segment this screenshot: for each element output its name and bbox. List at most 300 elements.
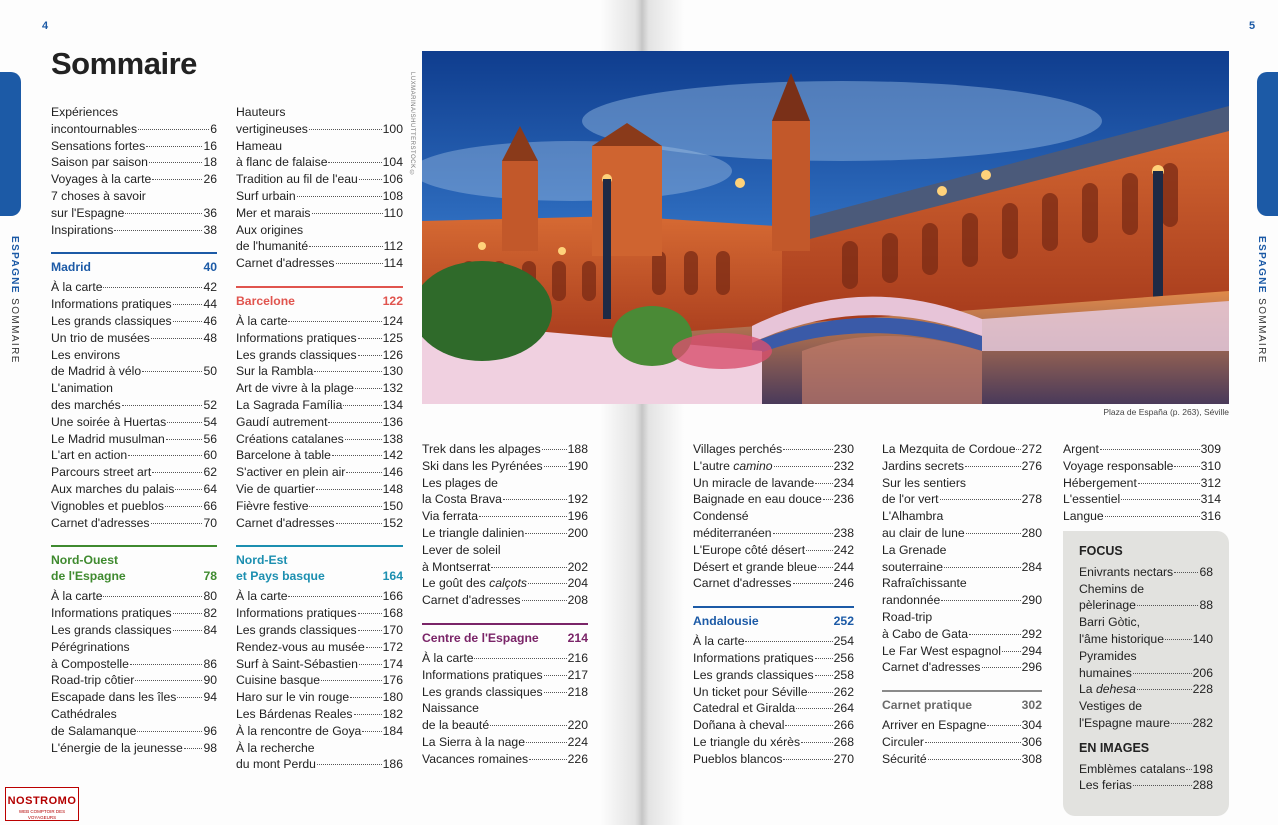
toc-page-number: 132 [382,381,403,396]
toc-entry-row [236,238,403,255]
leader-dots [328,422,381,423]
section-title-line: et Pays basque [236,569,325,584]
toc-entry-row [236,588,403,605]
toc-page-number: 242 [833,542,854,557]
toc-entry [51,622,217,639]
toc-entry-row [51,672,217,689]
toc-page-number: 150 [382,498,403,513]
toc-entry-title: La Sierra à la nage [422,734,525,749]
leader-dots [773,533,833,534]
toc-page-number: 46 [203,313,217,328]
leader-dots [793,583,833,584]
leader-dots [823,499,833,500]
toc-entry [1063,475,1221,492]
toc-entry-row [882,592,1042,609]
toc-entry-row [236,397,403,414]
toc-entry [1079,581,1213,615]
toc-entry-title: Catedral et Giralda [693,701,796,716]
leader-dots [137,731,202,732]
leader-dots [526,742,567,743]
leader-dots [940,499,1021,500]
toc-entry-title: Barcelone à table [236,448,331,463]
leader-dots [358,355,382,356]
leader-dots [785,725,832,726]
toc-entry [236,363,403,380]
toc-page-number: 66 [203,498,217,513]
toc-entry-title: Les grands classiques [51,622,172,637]
toc-entry [1079,681,1213,698]
leader-dots [173,630,203,631]
leader-dots [151,523,203,524]
page-number-left: 4 [42,20,49,32]
leader-dots [297,196,382,197]
toc-page-number: 54 [203,414,217,429]
toc-entry [422,475,588,509]
toc-page-number: 258 [833,667,854,682]
leader-dots [354,714,382,715]
toc-entry [422,575,588,592]
leader-dots [928,759,1021,760]
toc-entry-row [236,188,403,205]
leader-dots [177,697,202,698]
leader-dots [346,472,381,473]
toc-entry [236,188,403,205]
toc-entry-title: Sensations fortes [51,138,146,153]
toc-entry-row [882,525,1042,542]
toc-entry [236,740,403,774]
section-title: Barcelone [236,293,295,308]
toc-entry-title: méditerranéen [693,525,772,540]
toc-entry-title: Les grands classiques [236,347,357,362]
toc-entry-row [51,447,217,464]
toc-entry-row [236,622,403,639]
toc-page-number: 290 [1021,593,1042,608]
toc-entry [693,508,854,542]
leader-dots [806,550,833,551]
toc-entry-title: Surf urbain [236,188,296,203]
leader-dots [358,630,382,631]
leader-dots [152,179,202,180]
toc-entry [1079,648,1213,682]
toc-entry-title: Art de vivre à la plage [236,381,354,396]
nostromo-logo: NOSTROMO WEB COMPTOIR DES VOYAGEURS [5,787,79,821]
toc-entry-title: au clair de lune [882,525,965,540]
leader-dots [173,304,203,305]
leader-dots [309,246,382,247]
toc-entry [236,397,403,414]
leader-dots [474,658,566,659]
section-title: Andalousie [693,614,759,629]
toc-entry-row [236,347,403,364]
toc-entry [1079,698,1213,732]
toc-page-number: 48 [203,330,217,345]
toc-entry-title: Un trio de musées [51,330,150,345]
toc-entry-line: La Grenade [882,542,947,557]
toc-page-number: 142 [382,448,403,463]
toc-entry-title: Surf à Saint-Sébastien [236,656,358,671]
toc-entry-title: L'énergie de la jeunesse [51,740,183,755]
toc-entry-row [51,154,217,171]
toc-page-number: 82 [203,606,217,621]
toc-page-number: 26 [203,172,217,187]
section-page-number: 122 [382,293,403,308]
toc-entry-title: L'Europe côté désert [693,542,806,557]
section-header [236,286,403,309]
toc-entry-row [51,205,217,222]
toc-entry-title: Les ferias [1079,778,1132,793]
toc-entry [1063,491,1221,508]
toc-entry-title: souterraine [882,559,943,574]
toc-entry-title: Haro sur le vin rouge [236,690,350,705]
leader-dots [1133,673,1192,674]
toc-entry [236,205,403,222]
leader-dots [350,697,382,698]
toc-entry [693,575,854,592]
toc-entry-title: Via ferrata [422,509,479,524]
toc-entry-row [51,414,217,431]
leader-dots [815,675,833,676]
toc-page-number: 284 [1021,559,1042,574]
toc-entry-title: Circuler [882,734,924,749]
toc-page-number: 312 [1200,475,1221,490]
toc-entry-row [882,751,1042,768]
leader-dots [982,667,1021,668]
toc-entry-title: de Madrid à vélo [51,364,142,379]
toc-entry-row [693,458,854,475]
toc-entry [422,592,588,609]
toc-entry-title: Vacances romaines [422,751,529,766]
toc-page-number: 70 [203,515,217,530]
toc-entry-title: vertigineuses [236,121,308,136]
leader-dots [167,422,202,423]
toc-entry [51,639,217,673]
toc-page-number: 62 [203,465,217,480]
toc-entry-title: Le goût des calçots [422,576,528,591]
toc-entry-title: À la carte [51,280,103,295]
toc-entry-row [422,508,588,525]
toc-entry-title: Carnet d'adresses [51,515,150,530]
toc-page-number: 192 [567,492,588,507]
side-tab-right [1257,72,1278,216]
toc-page-number: 296 [1021,660,1042,675]
toc-entry [51,588,217,605]
toc-entry-title: Le Madrid musulman [51,431,165,446]
toc-page-number: 196 [567,509,588,524]
toc-column-6 [1063,441,1221,794]
toc-page-number: 228 [1192,682,1213,697]
toc-entry-line: Les plages de [422,475,498,490]
leader-dots [314,371,381,372]
leader-dots [925,742,1021,743]
section-title [236,552,325,584]
toc-page-number: 204 [567,576,588,591]
toc-entry-title: Une soirée à Huertas [51,414,167,429]
toc-page-number: 170 [382,622,403,637]
toc-entry-row [236,330,403,347]
leader-dots [332,455,382,456]
toc-entry-row [51,498,217,515]
toc-entry-row [422,717,588,734]
toc-entry [422,508,588,525]
toc-page-number: 308 [1021,751,1042,766]
leader-dots [1002,651,1021,652]
toc-entry-row [236,481,403,498]
leader-dots [987,725,1020,726]
toc-entry-row [51,171,217,188]
toc-entry-title: Hébergement [1063,475,1137,490]
toc-page-number: 52 [203,397,217,412]
toc-entry-row [51,740,217,757]
toc-entry-title: À la carte [236,589,288,604]
toc-entry [51,347,217,381]
toc-page-number: 108 [382,188,403,203]
toc-entry-title: Carnet d'adresses [882,660,981,675]
toc-page-number: 278 [1021,492,1042,507]
toc-entry-title: À la carte [51,589,103,604]
leader-dots [317,764,382,765]
leader-dots [783,449,832,450]
toc-entry [693,700,854,717]
toc-entry [51,414,217,431]
toc-page-number: 216 [567,650,588,665]
leader-dots [114,230,202,231]
toc-page-number: 166 [382,589,403,604]
toc-page-number: 226 [567,751,588,766]
toc-entry-title: Les grands classiques [422,684,543,699]
toc-page-number: 172 [382,639,403,654]
toc-entry-title: Un ticket pour Séville [693,684,808,699]
toc-entry-row [51,313,217,330]
toc-entry-title: Carnet d'adresses [693,576,792,591]
toc-entry-title: Aux marches du palais [51,481,175,496]
toc-column-2 [236,104,403,773]
toc-entry-row [1079,715,1213,732]
leader-dots [321,680,382,681]
toc-page-number: 270 [833,751,854,766]
toc-entry [1079,761,1213,778]
toc-entry-row [236,313,403,330]
toc-entry-title: Fièvre festive [236,498,309,513]
toc-entry-line: À la recherche [236,740,315,755]
leader-dots [1133,785,1192,786]
toc-page-number: 114 [383,256,403,271]
toc-entry-row [51,279,217,296]
toc-entry-title: Le triangle du xérès [693,734,801,749]
leader-dots [366,647,382,648]
toc-entry [693,667,854,684]
toc-entry-row [236,414,403,431]
toc-page-number: 64 [203,481,217,496]
leader-dots [479,516,567,517]
toc-page-number: 56 [203,431,217,446]
toc-entry-row [693,575,854,592]
toc-page-number: 80 [203,589,217,604]
toc-entry-title: La dehesa [1079,682,1136,697]
toc-entry-title: randonnée [882,593,941,608]
toc-entry-title: Argent [1063,442,1099,456]
leader-dots [152,472,202,473]
toc-entry [236,588,403,605]
toc-entry [236,255,403,272]
toc-entry-title: Doñana à cheval [693,718,785,733]
toc-entry [51,296,217,313]
toc-entry [51,171,217,188]
toc-entry [693,559,854,576]
leader-dots [1138,483,1200,484]
toc-column-3 [422,441,588,768]
toc-page-number: 234 [833,475,854,490]
toc-page-number: 84 [203,622,217,637]
toc-page-number: 246 [833,576,854,591]
toc-entry [422,525,588,542]
toc-entry-title: Informations pratiques [422,667,543,682]
toc-page-number: 104 [382,155,403,170]
leader-dots [528,583,567,584]
toc-entry-title: Le triangle dalinien [422,525,525,540]
toc-entry [236,330,403,347]
leader-dots [309,506,381,507]
toc-entry [422,458,588,475]
leader-dots [359,664,382,665]
toc-entry-row [422,441,588,458]
toc-entry [422,650,588,667]
toc-entry [236,104,403,138]
toc-entry-title: Emblèmes catalans [1079,761,1186,776]
toc-page-number: 280 [1021,525,1042,540]
toc-entry [236,656,403,673]
side-label-right: ESPAGNE SOMMAIRE [1256,236,1267,364]
toc-page-number: 60 [203,448,217,463]
toc-entry [236,639,403,656]
toc-entry-row [51,431,217,448]
leader-dots [503,499,567,500]
toc-entry [236,605,403,622]
toc-entry [236,672,403,689]
toc-page-number: 136 [382,414,403,429]
section-page-number: 40 [203,260,217,275]
leader-dots [135,680,202,681]
toc-entry-title: Road-trip côtier [51,673,135,688]
toc-entry-title: L'art en action [51,448,128,463]
toc-entry-title: la Costa Brava [422,492,502,507]
toc-entry [693,491,854,508]
toc-page-number: 96 [203,723,217,738]
toc-entry-row [1063,475,1221,492]
toc-entry [693,751,854,768]
toc-entry [236,706,403,723]
toc-entry [882,659,1042,676]
toc-entry-title: À la carte [236,313,288,328]
toc-entry-row [693,684,854,701]
toc-entry-line: Condensé [693,509,749,524]
leader-dots [146,146,202,147]
toc-entry-line: Chemins de [1079,581,1145,596]
toc-entry-row [236,689,403,706]
toc-page-number: 217 [567,667,588,682]
toc-entry-row [51,689,217,706]
toc-entry-row [236,498,403,515]
leader-dots [529,759,567,760]
toc-entry-line: Naissance [422,701,479,716]
section-page-number: 302 [1021,698,1042,713]
leader-dots [343,405,381,406]
toc-entry [693,441,854,458]
toc-entry-row [51,397,217,414]
section-page-number: 78 [203,569,217,584]
toc-entry-line: 7 choses à savoir [51,188,146,203]
toc-entry-row [236,431,403,448]
toc-entry-row [693,633,854,650]
toc-entry [1063,441,1221,458]
toc-entry [693,458,854,475]
toc-entry-row [236,447,403,464]
leader-dots [544,466,567,467]
toc-entry-title: Enivrants nectars [1079,564,1174,579]
toc-entry-row [51,363,217,380]
toc-page-number: 310 [1200,458,1221,473]
toc-page-number: 148 [382,481,403,496]
toc-entry-title: Informations pratiques [51,606,172,621]
toc-entry [236,447,403,464]
section-header [693,606,854,629]
toc-entry [236,222,403,256]
toc-entry-row [51,138,217,155]
toc-entry [693,633,854,650]
toc-entry [51,330,217,347]
toc-column-5 [882,441,1042,768]
toc-entry-row [1079,631,1213,648]
toc-entry-title: à flanc de falaise [236,155,328,170]
toc-entry [51,188,217,222]
toc-entry-row [882,441,1042,458]
leader-dots [316,489,382,490]
leader-dots [130,664,203,665]
toc-entry-row [693,525,854,542]
toc-entry-row [51,330,217,347]
toc-entry-row [882,491,1042,508]
toc-entry-row [1079,777,1213,794]
leader-dots [544,675,567,676]
toc-entry-title: des marchés [51,397,121,412]
toc-page-number: 168 [382,606,403,621]
leader-dots [128,455,202,456]
leader-dots [965,466,1021,467]
toc-page-number: 124 [382,313,403,328]
images-heading: EN IMAGES [1079,740,1150,755]
toc-page-number: 180 [382,690,403,705]
toc-entry-row [882,559,1042,576]
section-page-number: 164 [382,569,403,584]
side-tab-left [0,72,21,216]
toc-entry [51,464,217,481]
toc-entry-row [1079,564,1213,581]
toc-entry [51,138,217,155]
toc-page-number: 236 [833,492,854,507]
toc-entry-row [693,717,854,734]
toc-entry-title: L'essentiel [1063,492,1121,507]
toc-entry-title: Pueblos blancos [693,751,783,766]
toc-entry-title: de l'humanité [236,239,309,254]
toc-entry-title: Villages perchés [693,442,783,456]
toc-entry-row [236,363,403,380]
leader-dots [345,439,382,440]
leader-dots [1121,499,1199,500]
toc-entry-row [693,734,854,751]
toc-entry [882,542,1042,576]
toc-page-number: 182 [382,706,403,721]
toc-entry-title: de l'or vert [882,492,939,507]
toc-entry-row [693,441,854,458]
